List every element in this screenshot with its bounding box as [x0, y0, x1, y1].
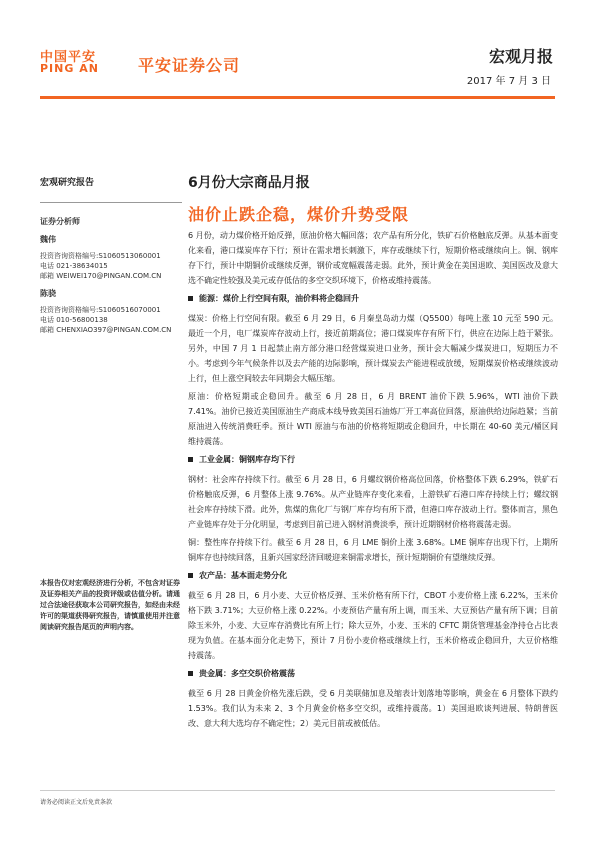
analyst-license: 投资咨询资格编号:S1060516070001 — [40, 306, 161, 314]
footer-rule — [40, 790, 555, 791]
main-body — [188, 228, 558, 734]
intro-paragraph: 6 月份，动力煤价格开始反弹，原油价格大幅回落；农产品有所分化，铁矿石价格触底反弹。从基本面变化来看，港口煤炭库存下行；预计在需求增长刺激下，库存或继续下行，短期价格或继续向上。铜、钢库存下行，预计中期铜价或继续反弹，钢价或宽幅震荡走弱。此外，预计黄金在美国退欧、美国医改及意大选不确定性较强及美元或存低估的多空交织环境下，价格或维持震荡。 — [188, 231, 558, 285]
section-heading — [188, 452, 558, 467]
section-title: 工业金属：铜钢库存均下行 — [199, 455, 295, 464]
report-subtitle: 6月份大宗商品月报 — [188, 175, 310, 191]
section-heading — [188, 291, 558, 306]
section-title: 能源：煤价上行空间有限，油价料将企稳回升 — [199, 294, 359, 303]
left-sidebar — [40, 178, 182, 335]
document-type: 宏观月报 — [488, 47, 553, 66]
section-title: 贵金属：多空交织价格震荡 — [199, 669, 295, 678]
analyst-phone: 电话 021-38634015 — [40, 262, 108, 270]
analyst-block — [40, 235, 182, 281]
body-paragraph: 截至 6 月 28 日，6 月小麦、大豆价格反弹、玉米价格有所下行，CBOT 小麦价格上涨 6.22%，玉米价格下跌 3.71%；大豆价格上涨 0.22%。小麦预估产量有所上调，而玉米、大豆预估产量有所下调；目前除玉米外，小麦、大豆库存消费比有所上行；除大豆外，小麦、玉米的 CFTC 期货管理基金净持仓占比表现为负值。在基本面分化走势下，预计 7 月份小麦价格或继续上行，玉米价格或企稳回升，大豆价格维持震荡。 — [188, 591, 558, 660]
body-paragraph: 钢材：社会库存持续下行。截至 6 月 28 日，6 月螺纹钢价格高位回落，价格整体下跌 6.29%，铁矿石价格触底反弹，6 月整体上涨 9.76%。从产业链库存变化来看，上游铁矿石港口库存持续上行；螺纹钢社会库存持续下滑。此外，焦煤的焦化厂与钢厂库存均有所下滑，但港口库存波动上行。整体而言，黑色产业链库存处于分化明显，考虑到目前已进入钢材消费淡季，预计近期钢材价格将震荡走弱。 — [188, 475, 558, 529]
analyst-name: 魏伟 — [40, 235, 56, 244]
company-name: 平安证券公司 — [138, 56, 241, 75]
logo-en: PING AN — [40, 62, 99, 75]
analyst-phone: 电话 010-56800138 — [40, 316, 108, 324]
logo-cn: 中国平安 — [40, 50, 97, 65]
analyst-block — [40, 289, 182, 335]
section-heading — [188, 666, 558, 681]
bullet-square-icon — [188, 573, 193, 578]
analyst-heading: 证券分析师 — [40, 217, 80, 226]
header-rule — [40, 96, 555, 99]
body-paragraph: 煤炭：价格上行空间有限。截至 6 月 29 日，6 月秦皇岛动力煤（Q5500）每吨上涨 10 元至 590 元。最近一个月，电厂煤炭库存波动上行，接近前期高位；港口煤炭库存有所下行，供应在边际上趋于紧张。另外，中国 7 月 1 日起禁止南方部分港口经营煤炭进口业务，预计会大幅减少煤炭进口，短期压力不小。考虑到今年气候条件以及去产能的边际影响，预计煤炭去产能进程或放缓，短期煤炭价格或继续波动上行，但上涨空间较去年同期会大幅压缩。 — [188, 314, 558, 383]
analyst-email[interactable]: 邮箱 WEIWEI170@PINGAN.COM.CN — [40, 272, 162, 280]
analyst-name: 陈骁 — [40, 289, 56, 298]
report-headline: 油价止跌企稳，煤价升势受限 — [188, 205, 410, 224]
section-heading — [188, 568, 558, 583]
section-title: 农产品：基本面走势分化 — [199, 571, 287, 580]
body-paragraph: 铜：整性库存持续下行。截至 6 月 28 日，6 月 LME 铜价上涨 3.68%。LME 铜库存出现下行，上期所铜库存也持续回落，且新兴国家经济回暖迎来铜需求增长，预计短期铜价有望继续反弹。 — [188, 538, 558, 562]
analyst-license: 投资咨询资格编号:S1060513060001 — [40, 252, 161, 260]
body-paragraph: 截至 6 月 28 日黄金价格先涨后跌，受 6 月美联储加息及缩表计划落地等影响，黄金在 6 月整体下跌约 1.53%。我们认为未来 2、3 个月黄金价格多空交织，或维持震荡。1）美国退欧谈判进展、特朗普医改、意大利大选均存不确定性；2）美元目前或被低估。 — [188, 689, 558, 728]
report-category: 宏观研究报告 — [40, 178, 95, 188]
body-paragraph: 原油：价格短期或企稳回升。截至 6 月 28 日，6 月 BRENT 油价下跌 5.96%，WTI 油价下跌 7.41%。油价已接近美国原油生产商成本线导致美国石油炼厂开工率高位回落，原油供给边际趋紧；当前原油进入传统消费旺季。预计 WTI 原油与布油的价格将短期或企稳回升，中长期在 40-60 美元/桶区间维持震荡。 — [188, 392, 558, 446]
bullet-square-icon — [188, 671, 193, 676]
bullet-square-icon — [188, 457, 193, 462]
disclaimer: 本报告仅对宏观经济进行分析，不包含对证券及证券相关产品的投资评级或估值分析。请通过合法途径获取本公司研究报告，如经由未经许可的渠道获得研究报告，请慎重使用并注意阅读研究报告尾页的声明内容。 — [40, 579, 180, 631]
footer-note: 请务必阅读正文后免责条款 — [40, 799, 113, 806]
divider — [40, 202, 182, 203]
bullet-square-icon — [188, 296, 193, 301]
analyst-email[interactable]: 邮箱 CHENXIAO397@PINGAN.COM.CN — [40, 326, 172, 334]
document-date: 2017 年 7 月 3 日 — [466, 76, 551, 87]
